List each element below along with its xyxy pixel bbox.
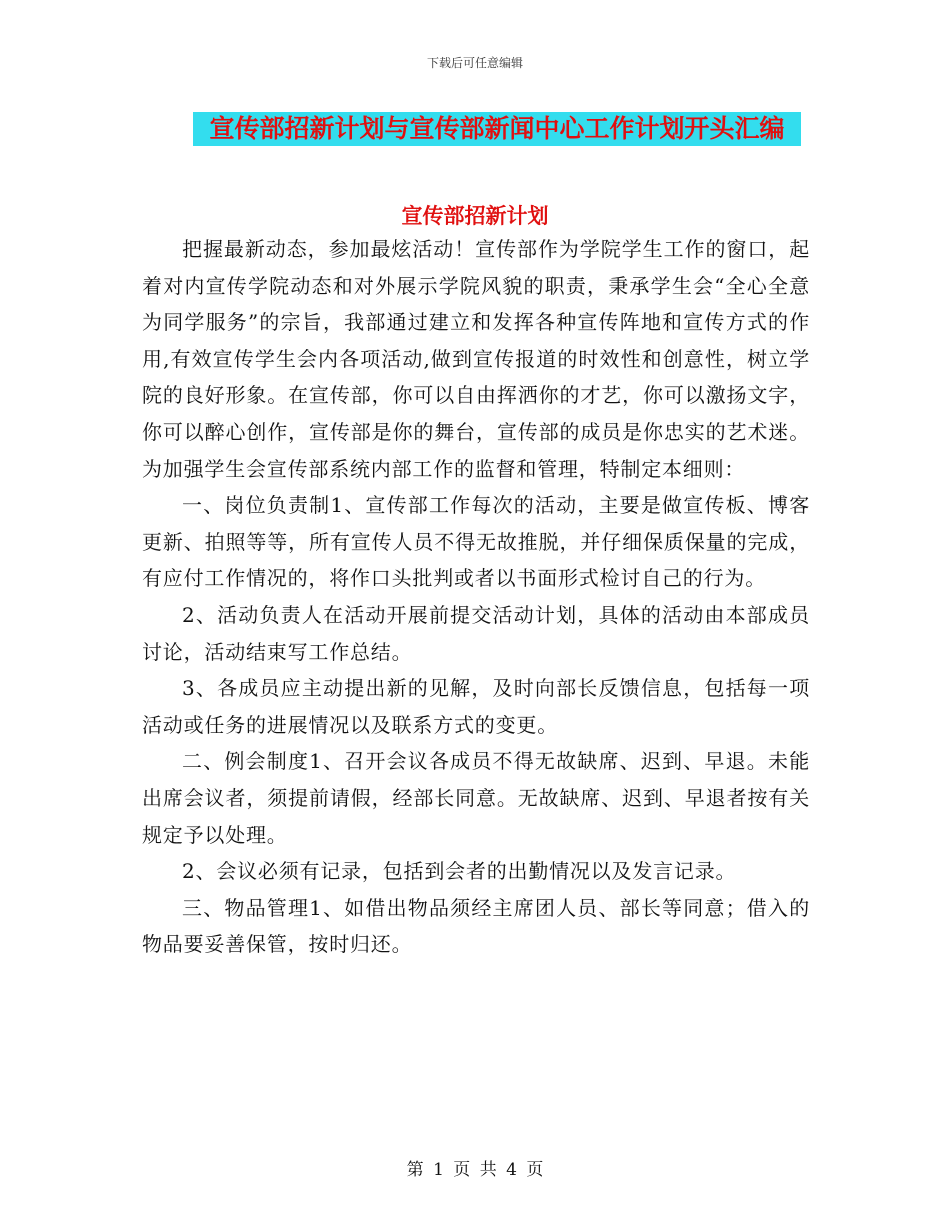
page-number: 第 1 页 共 4 页 — [406, 1160, 544, 1180]
document-body — [142, 231, 810, 963]
section-title: 宣传部招新计划 — [401, 204, 549, 228]
page-header-note: 下载后可任意编辑 — [426, 56, 523, 70]
paragraph-activity-plan: 2、活动负责人在活动开展前提交活动计划，具体的活动由本部成员讨论，活动结束写工作总结。 — [142, 602, 810, 664]
paragraph-meeting-record: 2、会议必须有记录，包括到会者的出勤情况以及发言记录。 — [182, 859, 737, 884]
paragraph-intro: 把握最新动态，参加最炫活动！宣传部作为学院学生工作的窗口，起着对内宣传学院动态和对外展示学院风貌的职责，秉承学生会“全心全意为同学服务”的宗旨，我部通过建立和发挥各种宣传阵地和宣传方式的作用,有效宣传学生会内各项活动,做到宣传报道的时效性和创意性，树立学院的良好形象。在宣传部，你可以自由挥洒你的才艺，你可以激扬文字，你可以醉心创作，宣传部是你的舞台，宣传部的成员是你忠实的艺术迷。为加强学生会宣传部系统内部工作的监督和管理，特制定本细则： — [142, 237, 810, 481]
document-title: 宣传部招新计划与宣传部新闻中心工作计划开头汇编 — [193, 112, 801, 146]
paragraph-feedback: 3、各成员应主动提出新的见解，及时向部长反馈信息，包括每一项活动或任务的进展情况以及联系方式的变更。 — [142, 676, 810, 737]
paragraph-meeting-system: 二、例会制度1、召开会议各成员不得无故缺席、迟到、早退。未能出席会议者，须提前请假，经部长同意。无故缺席、迟到、早退者按有关规定予以处理。 — [142, 749, 810, 847]
paragraph-item-management: 三、物品管理1、如借出物品须经主席团人员、部长等同意；借入的物品要妥善保管，按时归还。 — [142, 895, 810, 957]
paragraph-post-responsibility: 一、岗位负责制1、宣传部工作每次的活动，主要是做宣传板、博客更新、拍照等等，所有宣传人员不得无故推脱，并仔细保质保量的完成，有应付工作情况的，将作口头批判或者以书面形式检讨自己的行为。 — [142, 493, 810, 591]
